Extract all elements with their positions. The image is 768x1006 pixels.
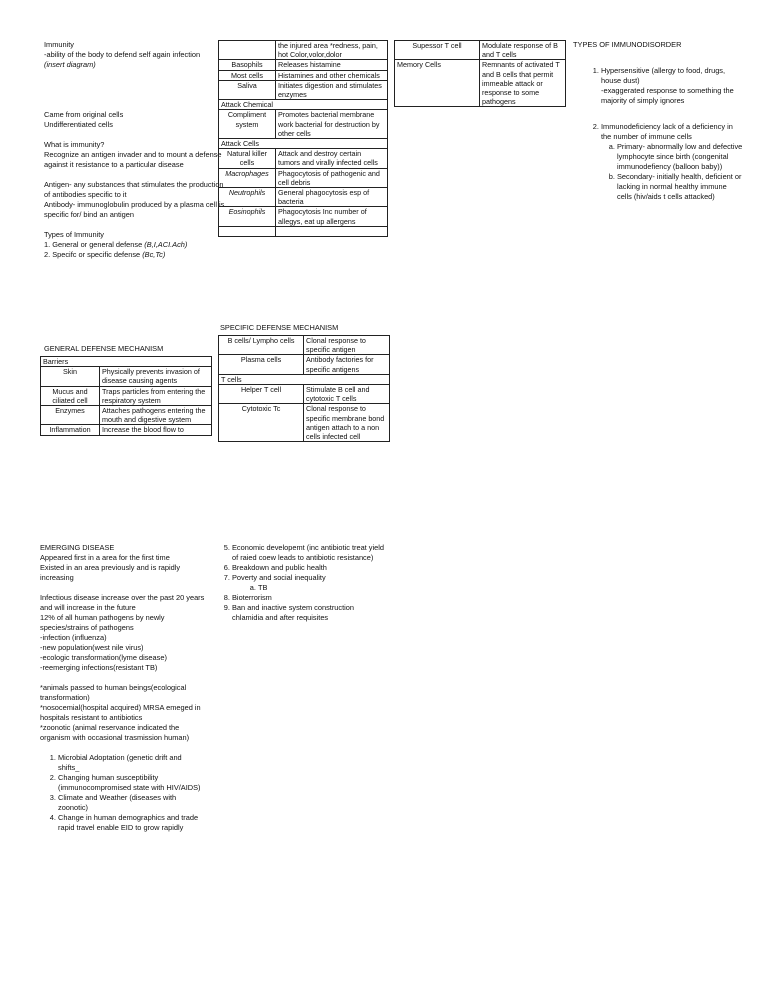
immunodisorder-heading: TYPES OF IMMUNODISORDER	[573, 40, 682, 49]
table-row: Most cells Histamines and other chemicals	[219, 70, 388, 80]
immunodisorder-section	[573, 40, 743, 202]
undifferentiated-line: Undifferentiated cells	[44, 120, 113, 129]
list-item: 6. Breakdown and public health	[232, 563, 384, 573]
what-is-immunity: What is immunity?	[44, 140, 105, 149]
emergence-factors-continued	[214, 543, 384, 623]
table-row: Cytotoxic Tc Clonal response to specific membrane bond antigen attach to a non cells infected cell	[219, 404, 390, 442]
immunity-definition: -ability of the body to defend self again infection	[44, 50, 201, 59]
list-item: 3. Climate and Weather (diseases with zoonotic)	[58, 793, 205, 813]
list-item: 9. Ban and inactive system construction chlamidia and after requisites	[232, 603, 384, 623]
table-row: Natural killer cells Attack and destroy certain tumors and virally infected cells	[219, 149, 388, 168]
emergence-factors-list-continued	[214, 543, 384, 623]
list-item: 2. Changing human susceptibility (immunocompromised state with HIV/AIDS)	[58, 773, 205, 793]
list-item: a. Primary- abnormally low and defective lymphocyte since birth (congenital immunodefiency (balloon baby))	[617, 142, 743, 172]
immunity-notes	[44, 40, 230, 260]
list-item: 4. Change in human demographics and trade rapid travel enable EID to grow rapidly	[58, 813, 205, 833]
attack-chemical-row: Attack Chemical	[219, 100, 388, 110]
table-row: Compliment system Promotes bacterial membrane work bacterial for destruction by other cells	[219, 110, 388, 139]
came-from-line: Came from original cells	[44, 110, 124, 119]
general-defense-table	[40, 356, 212, 436]
table-row: Saliva Initiates digestion and stimulates enzymes	[219, 80, 388, 99]
specific-defense-table	[218, 335, 390, 442]
table-row: Neutrophils General phagocytosis esp of bacteria	[219, 188, 388, 207]
table-row: Inflammation Increase the blood flow to	[41, 425, 212, 435]
t-cells-row: T cells	[219, 374, 390, 384]
list-item: b. Secondary- initially health, deficient or lacking in normal healthy immune cells (hiv/aids t cells attacked)	[617, 172, 743, 202]
emerging-disease-heading: EMERGING DISEASE	[40, 543, 115, 552]
table-row: Supessor T cell Modulate response of B and T cells	[395, 41, 566, 60]
antigen-definition: Antigen- any substances that stimulates the production of antibodies specific to it	[44, 180, 224, 199]
list-item: 1. Hypersensitive (allergy to food, drugs, house dust) -exaggerated response to something the majority of simply ignores	[601, 66, 743, 122]
insert-diagram-note: (insert diagram)	[44, 60, 96, 69]
table-row: B cells/ Lympho cells Clonal response to specific antigen	[219, 336, 390, 355]
table-row: Macrophages Phagocytosis of pathogenic and cell debris	[219, 168, 388, 187]
list-item: 8. Bioterrorism	[232, 593, 384, 603]
t-cell-types-table	[394, 40, 566, 107]
general-defense-heading: GENERAL DEFENSE MECHANISM	[44, 344, 164, 353]
table-row: Enzymes Attaches pathogens entering the mouth and digestive system	[41, 406, 212, 425]
table-row: the injured area *redness, pain, hot Color,volor,dolor	[219, 41, 388, 60]
table-row: Memory Cells Remnants of activated T and B cells that permit immeable attack or response to some pathogens	[395, 60, 566, 107]
table-row: Plasma cells Antibody factories for specific antigens	[219, 355, 390, 374]
table-row: Eosinophils Phagocytosis Inc number of allegys, eat up allergens	[219, 207, 388, 226]
immunodisorder-list	[573, 66, 743, 202]
list-item: 7. Poverty and social inequality a. TB	[232, 573, 384, 593]
antibody-definition: Antibody- immunoglobulin produced by a plasma cell is specific for/ bind an antigen	[44, 200, 225, 219]
attack-cells-row: Attack Cells	[219, 139, 388, 149]
barriers-row: Barriers	[41, 357, 212, 367]
type-specific: 2. Specifc or specific defense (Bc,Tc)	[44, 250, 166, 259]
immunodeficiency-sublist	[601, 142, 743, 202]
table-row: Skin Physically prevents invasion of disease causing agents	[41, 367, 212, 386]
types-of-immunity-title: Types of Immunity	[44, 230, 104, 239]
list-item: a. TB	[258, 583, 384, 593]
list-item: 2. Immunodeficiency lack of a deficiency in the number of immune cells a. Primary- abnormally low and defective lymphocyte since birth (congenital immunodefiency (balloon baby)) b. Secondary- initially health, deficient or lacking in normal healthy immune cells (hiv/aids t cells attacked)	[601, 122, 743, 202]
recognize-line: Recognize an antigen invader and to mount a defense against it resistance to a particular disease	[44, 150, 222, 169]
table-row	[219, 226, 388, 236]
table-row: Mucus and ciliated cell Traps particles from entering the respiratory system	[41, 386, 212, 405]
list-item: 5. Economic developemt (inc antibiotic treat yield of raied coew leads to antibiotic resistance)	[232, 543, 384, 563]
immunity-title: Immunity	[44, 40, 74, 49]
table-row: Helper T cell Stimulate B cell and cytotoxic T cells	[219, 385, 390, 404]
emerging-disease-section: EMERGING DISEASE Appeared first in a area for the first time Existed in an area previously and is rapidly increasing Infectious disease increase over the past 20 years and will increase in the future 12% of all human pathogens by newly species/strains of pathogens -infection (influenza) -new population(west nile virus) -ecologic transformation(lyme disease) -reemerging infections(resistant TB) *animals passed to human beings(ecological transformation) *nosocemial(hospital acquired) MRSA emeged in hospitals resistant to antibiotics *zoonotic (animal reservance indicated the organism with occasional trasmission human) 1. Microbial Adoptation (genetic drift and shifts_ 2. Changing human susceptibility (immunocompromised state with HIV/AIDS) 3. Climate and Weather (diseases with zoonotic) 4. Change in human demographics and trade rapid travel enable EID to grow rapidly	[40, 543, 205, 833]
general-defense-continued-table	[218, 40, 388, 237]
type-general: 1. General or general defense (B,I,ACI.Ach)	[44, 240, 188, 249]
specific-defense-heading: SPECIFIC DEFENSE MECHANISM	[220, 323, 339, 332]
emergence-factors-list	[40, 753, 205, 833]
list-item: 1. Microbial Adoptation (genetic drift and shifts_	[58, 753, 205, 773]
table-row: Basophils Releases histamine	[219, 60, 388, 70]
